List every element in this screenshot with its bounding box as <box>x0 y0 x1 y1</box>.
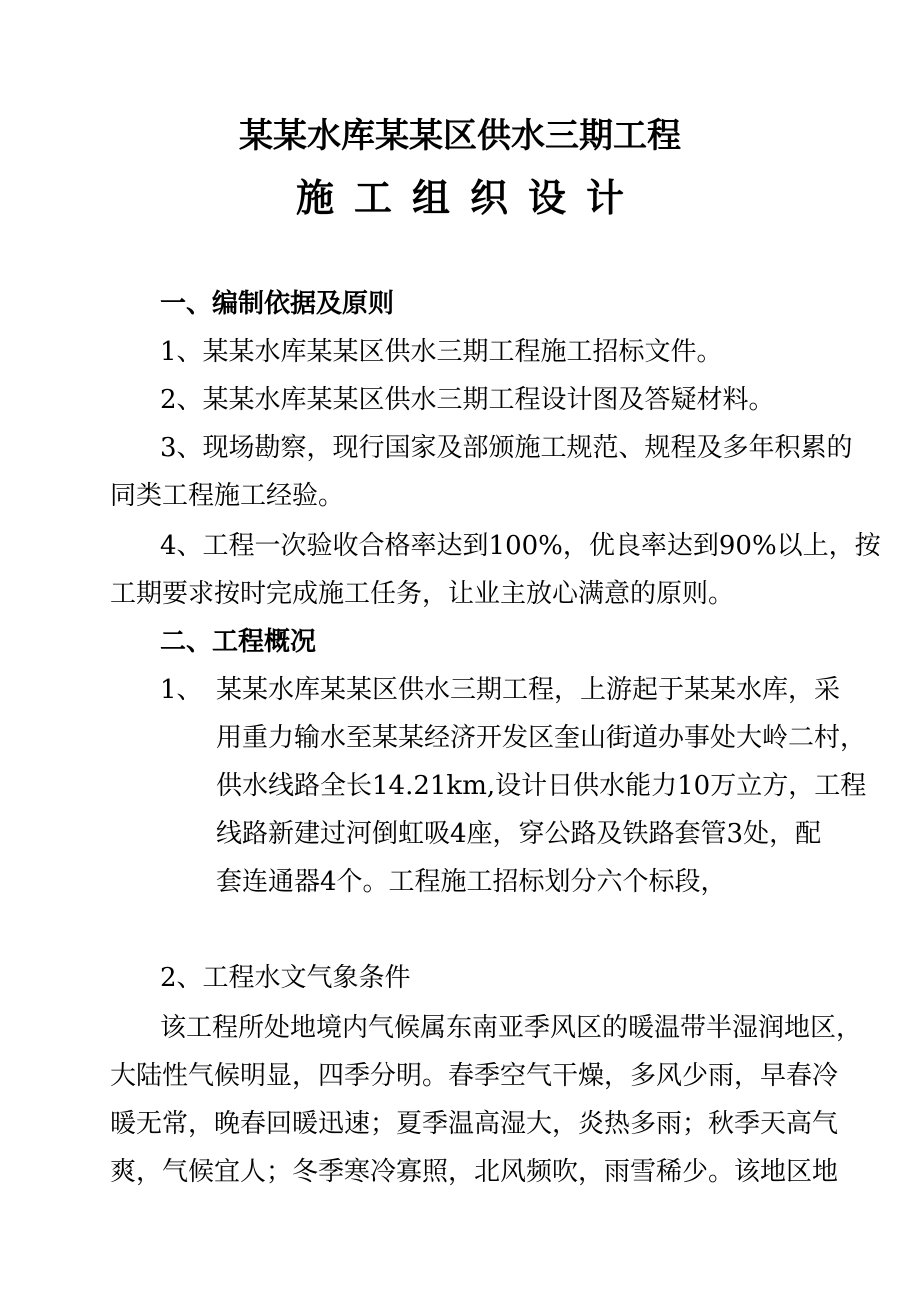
overview-item-2-line-1: 该工程所处地境内气候属东南亚季风区的暖温带半湿润地区， <box>160 1013 863 1043</box>
section-heading-overview: 二、工程概况 <box>160 627 317 657</box>
basis-item-4-line-2: 工期要求按时完成施工任务，让业主放心满意的原则。 <box>110 579 735 609</box>
basis-item-3-line-1: 3、现场勘察，现行国家及部颁施工规范、规程及多年积累的 <box>160 433 853 463</box>
overview-item-1-line-2: 用重力输水至某某经济开发区奎山街道办事处大岭二村， <box>216 723 867 753</box>
document-title: 某某水库某某区供水三期工程 <box>239 116 681 156</box>
overview-item-1-line-1: 某某水库某某区供水三期工程，上游起于某某水库，采 <box>216 675 841 705</box>
overview-item-1-line-5: 套连通器4个。工程施工招标划分六个标段， <box>216 867 727 897</box>
document-subtitle: 施工组织设计 <box>295 175 644 220</box>
section-heading-basis: 一、编制依据及原则 <box>160 289 395 319</box>
basis-item-1: 1、某某水库某某区供水三期工程施工招标文件。 <box>160 337 723 367</box>
overview-item-1-number: 1、 <box>160 675 203 705</box>
overview-item-1-line-3: 供水线路全长14.21km,设计日供水能力10万立方，工程 <box>216 771 867 801</box>
overview-item-2-line-3: 暖无常，晚春回暖迅速；夏季温高湿大，炎热多雨；秋季天高气 <box>110 1109 839 1139</box>
overview-item-1-line-4: 线路新建过河倒虹吸4座，穿公路及铁路套管3处，配 <box>216 819 822 849</box>
basis-item-4-line-1: 4、工程一次验收合格率达到100%，优良率达到90%以上，按 <box>160 531 881 561</box>
overview-item-2-line-2: 大陆性气候明显，四季分明。春季空气干燥，多风少雨，早春冷 <box>110 1061 839 1091</box>
basis-item-2: 2、某某水库某某区供水三期工程设计图及答疑材料。 <box>160 385 775 415</box>
overview-item-2-line-4: 爽，气候宜人；冬季寒冷寡照，北风频吹，雨雪稀少。该地区地 <box>110 1157 839 1187</box>
overview-item-2-heading: 2、工程水文气象条件 <box>160 963 411 993</box>
basis-item-3-line-2: 同类工程施工经验。 <box>110 481 345 511</box>
